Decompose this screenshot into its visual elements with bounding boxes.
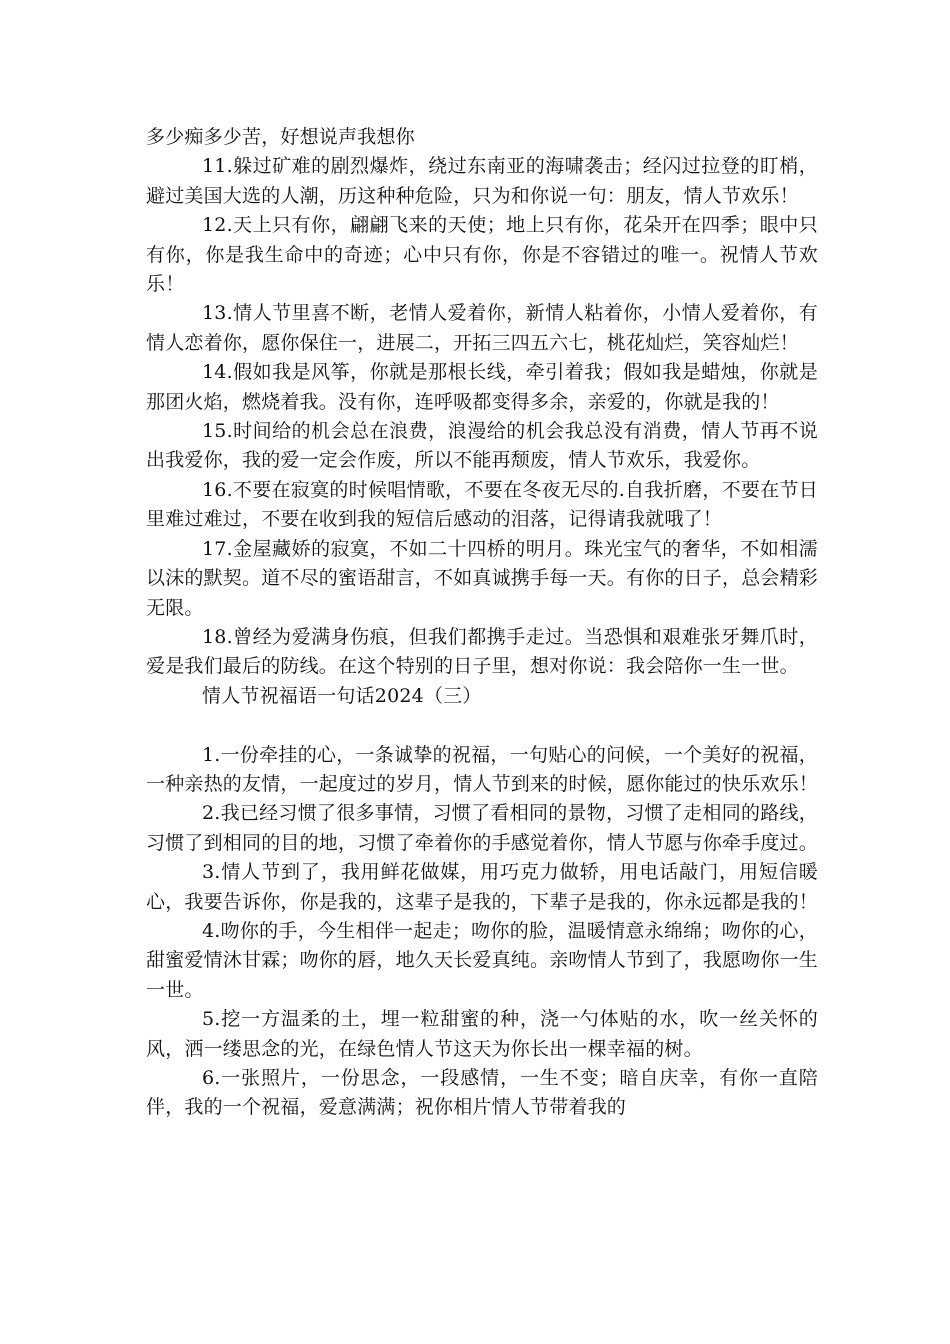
lead-line: 多少痴多少苦，好想说声我想你 xyxy=(146,126,415,148)
wish-item-4: 4.吻你的手，今生相伴一起走；吻你的脸，温暖情意永绵绵；吻你的心，甜蜜爱情沐甘霖；吻你的唇，地久天长爱真纯。亲吻情人节到了，我愿吻你一生一世。 xyxy=(146,919,819,1001)
wish-item-13: 13.情人节里喜不断，老情人爱着你，新情人粘着你，小情人爱着你，有情人恋着你，愿你保住一，进展二，开拓三四五六七，桃花灿烂，笑容灿烂！ xyxy=(146,302,818,354)
wish-item-15: 15.时间给的机会总在浪费，浪漫给的机会我总没有消费，情人节再不说出我爱你，我的爱一定会作废，所以不能再颓废，情人节欢乐，我爱你。 xyxy=(146,420,818,472)
wish-item-18: 18.曾经为爱满身伤痕，但我们都携手走过。当恐惧和艰难张牙舞爪时，爱是我们最后的防线。在这个特别的日子里，想对你说：我会陪你一生一世。 xyxy=(146,625,818,678)
wish-item-11: 11.躲过矿难的剧烈爆炸，绕过东南亚的海啸袭击；经闪过拉登的盯梢，避过美国大选的人潮，历这种种危险，只为和你说一句：朋友，情人节欢乐！ xyxy=(146,155,818,207)
wish-item-14: 14.假如我是风筝，你就是那根长线，牵引着我；假如我是蜡烛，你就是那团火焰，燃烧着我。没有你，连呼吸都变得多余，亲爱的，你就是我的！ xyxy=(146,361,818,413)
blank-line xyxy=(146,711,818,740)
wish-item-1: 1.一份牵挂的心，一条诚挚的祝福，一句贴心的问候，一个美好的祝福，一种亲热的友情，一起度过的岁月，情人节到来的时候，愿你能过的快乐欢乐！ xyxy=(146,743,819,795)
wish-item-5: 5.挖一方温柔的土，埋一粒甜蜜的种，浇一勺体贴的水，吹一丝关怀的风，洒一缕思念的光，在绿色情人节这天为你长出一棵幸福的树。 xyxy=(146,1008,818,1060)
wish-item-17: 17.金屋藏娇的寂寞，不如二十四桥的明月。珠光宝气的奢华，不如相濡以沫的默契。道不尽的蜜语甜言，不如真诚携手每一天。有你的日子，总会精彩无限。 xyxy=(146,537,819,619)
document-body xyxy=(146,123,818,1123)
wish-item-16: 16.不要在寂寞的时候唱情歌，不要在冬夜无尽的.自我折磨，不要在节日里难过难过，不要在收到我的短信后感动的泪落，记得请我就哦了！ xyxy=(146,478,818,531)
wish-item-6: 6.一张照片，一份思念，一段感情，一生不变；暗自庆幸，有你一直陪伴，我的一个祝福，爱意满满；祝你相片情人节带着我的 xyxy=(146,1066,818,1119)
wish-item-3: 3.情人节到了，我用鲜花做媒，用巧克力做轿，用电话敲门，用短信暖心，我要告诉你，你是我的，这辈子是我的，下辈子是我的，你永远都是我的！ xyxy=(146,861,819,913)
wish-item-2: 2.我已经习惯了很多事情，习惯了看相同的景物，习惯了走相同的路线，习惯了到相同的目的地，习惯了牵着你的手感觉着你，情人节愿与你牵手度过。 xyxy=(146,802,819,854)
section-heading: 情人节祝福语一句话2024（三） xyxy=(202,684,482,707)
wish-item-12: 12.天上只有你，翩翩飞来的天使；地上只有你，花朵开在四季；眼中只有你，你是我生命中的奇迹；心中只有你，你是不容错过的唯一。祝情人节欢乐！ xyxy=(146,214,818,296)
